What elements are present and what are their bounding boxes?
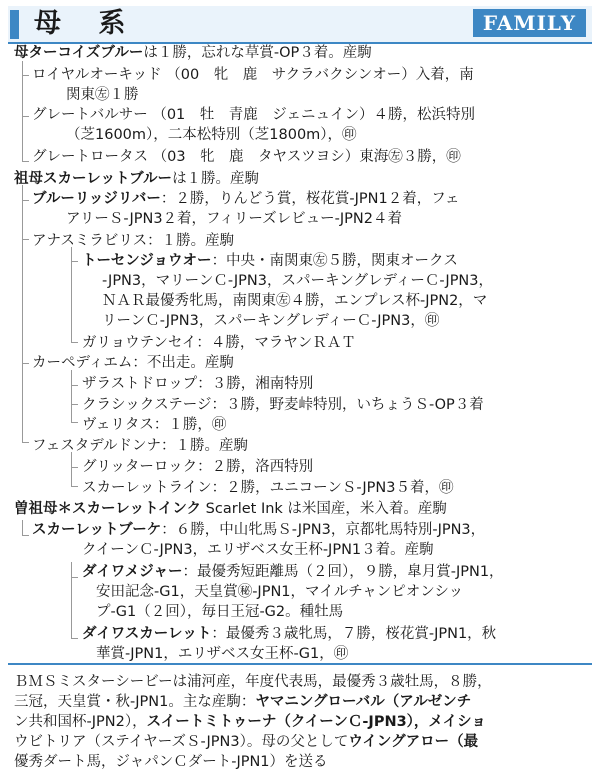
bms-line: 三冠，天皇賞・秋-JPN1。主な産駒：ヤマニングローバル（アルゼンチ (14, 694, 472, 710)
section-title: 母 系 (34, 8, 140, 39)
progeny-line: トーセンジョウオー：中央・南関東㊧５勝，関東オークス (82, 253, 458, 269)
progeny-line: ブルーリッジリバー：２勝，りんどう賞，桜花賞-JPN1２着，フェ (32, 191, 460, 207)
progeny-line: ヴェリタス：１勝，㊞ (82, 417, 227, 433)
section-english-title: FAMILY (473, 9, 586, 37)
progeny-line: グリッターロック：２勝，洛西特別 (82, 459, 314, 475)
progeny-line: （芝1600m），二本松特別（芝1800m），㊞ (66, 127, 357, 143)
progeny-line: カーペディエム：不出走。産駒 (32, 355, 234, 371)
bms-line: ン共和国杯-JPN2），スイートミトゥーナ（クイーンＣ-JPN3），メイショ (14, 714, 486, 730)
granddam-line: 祖母スカーレットブルーは１勝。産駒 (14, 171, 260, 187)
progeny-line: クイーンＣ-JPN3，エリザベス女王杯-JPN1３着。産駒 (82, 542, 434, 558)
bms-line: ウビトリア（ステイヤーズＳ-JPN3）。母の父としてウイングアロー（最 (14, 734, 479, 750)
progeny-line: スカーレットライン：２勝，ユニコーンＳ-JPN3５着，㊞ (82, 480, 454, 496)
progeny-line: ロイヤルオーキッド （00 牝 鹿 サクラバクシンオー）入着，南 (32, 67, 474, 83)
progeny-line: スカーレットブーケ：６勝，中山牝馬Ｓ-JPN3，京都牝馬特別-JPN3， (32, 522, 486, 538)
bms-line: ＢＭＳミスターシービーは浦河産，年度代表馬，最優秀３歳牡馬，８勝， (14, 674, 492, 690)
progeny-line: アナスミラビリス：１勝。産駒 (32, 233, 235, 249)
progeny-line: アリーＳ-JPN3２着，フィリーズレビュー-JPN2４着 (66, 211, 402, 227)
progeny-line: 華賞-JPN1，エリザベス女王杯-G1，㊞ (96, 646, 349, 662)
progeny-line: リーンＣ-JPN3，スパーキングレディーＣ-JPN3，㊞ (102, 313, 440, 329)
progeny-line: フェスタデルドンナ：１勝。産駒 (32, 438, 249, 454)
progeny-line: -JPN3，マリーンＣ-JPN3，スパーキングレディーＣ-JPN3， (102, 273, 494, 289)
progeny-line: ザラストドロップ：３勝，湘南特別 (82, 376, 314, 392)
bms-line: 優秀ダート馬，ジャパンＣダート-JPN1）を送る (14, 754, 328, 770)
progeny-line: グレートバルサー （01 牡 青鹿 ジェニュイン）４勝，松浜特別 (32, 107, 475, 123)
progeny-line: ＮＡＲ最優秀牝馬，南関東㊧４勝，エンプレス杯-JPN2，マ (102, 293, 488, 309)
progeny-line: ダイワスカーレット：最優秀３歳牝馬，７勝，桜花賞-JPN1，秋 (82, 626, 497, 642)
progeny-line: クラシックステージ：３勝，野麦峠特別，いちょうＳ-OP３着 (82, 397, 484, 413)
dam-line: 母ターコイズブルーは１勝，忘れな草賞-OP３着。産駒 (14, 45, 372, 61)
great-granddam-line: 曽祖母＊スカーレットインク Scarlet Ink は米国産，米入着。産駒 (14, 501, 447, 517)
progeny-line: ダイワメジャー：最優秀短距離馬（２回），９勝，皐月賞-JPN1， (82, 564, 504, 580)
progeny-line: グレートロータス （03 牝 鹿 タヤスツヨシ）東海㊧３勝，㊞ (32, 149, 461, 165)
progeny-line: プ-G1（２回），毎日王冠-G2。種牡馬 (96, 604, 344, 620)
progeny-line: 関東㊧１勝 (66, 87, 139, 103)
progeny-line: ガリョウテンセイ：４勝，マラヤンＲＡＴ (82, 335, 356, 351)
progeny-line: 安田記念-G1，天皇賞㊙-JPN1，マイルチャンピオンシッ (96, 584, 464, 600)
